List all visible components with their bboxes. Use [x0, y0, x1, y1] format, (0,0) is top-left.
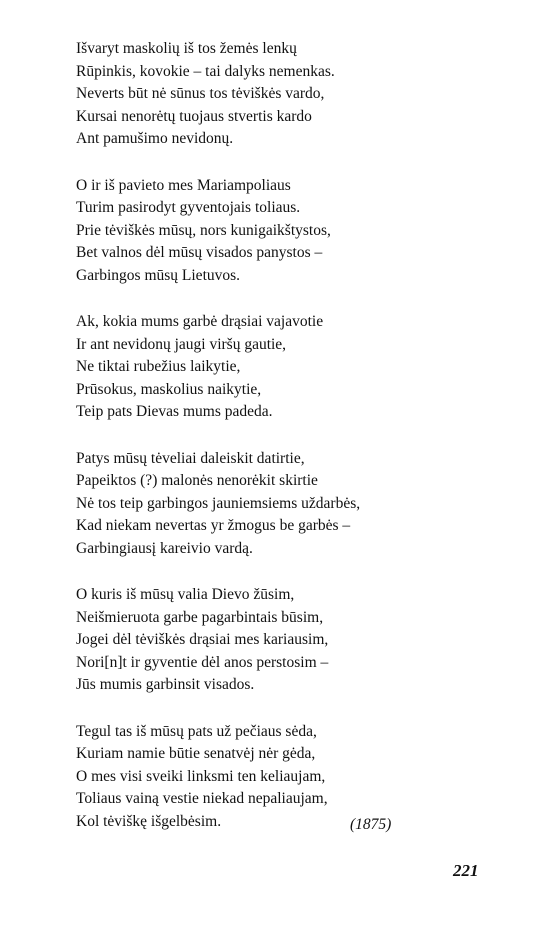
- poem-line: Kad niekam nevertas yr žmogus be garbės –: [76, 517, 351, 534]
- stanza-2: [76, 175, 516, 288]
- poem-line: Neišmieruota garbe pagarbintais būsim,: [76, 608, 324, 626]
- poem-line: Jogei dėl tėviškės drąsiai mes kariausim,: [76, 631, 329, 648]
- poem-line: Prūsokus, maskolius naikytie,: [76, 380, 262, 398]
- poem-line: Bet valnos dėl mūsų visados panystos –: [76, 244, 323, 261]
- poem-line: Kol tėviškę išgelbėsim.: [76, 812, 222, 830]
- poem-line: O mes visi sveiki linksmi ten keliaujam,: [76, 767, 326, 785]
- poem-line: Garbingos mūsų Lietuvos.: [76, 266, 241, 284]
- poem-line: Kuriam namie būtie senatvėj nėr gėda,: [76, 745, 316, 762]
- poem-line: Papeiktos (?) malonės nenorėkit skirtie: [76, 472, 318, 489]
- poem-line: Nė tos teip garbingos jauniemsiems uždarbės,: [76, 494, 361, 512]
- poem-line: Ne tiktai rubežius laikytie,: [76, 358, 241, 375]
- stanza-3: [76, 311, 516, 424]
- poem-line: Garbingiausį kareivio vardą.: [76, 539, 253, 557]
- poem-line: Patys mūsų tėveliai daleiskit datirtie,: [76, 449, 305, 467]
- poem-line: Teip pats Dievas mums padeda.: [76, 403, 273, 420]
- stanza-5: [76, 584, 516, 697]
- stanza-4: [76, 448, 516, 561]
- poem-line: Turim pasirodyt gyventojais toliaus.: [76, 199, 301, 216]
- poem-line: Nori[n]t ir gyventie dėl anos perstosim –: [76, 653, 329, 671]
- poem-line: Išvaryt maskolių iš tos žemės lenkų: [76, 40, 297, 57]
- poem: [76, 38, 516, 857]
- poem-line: Jūs mumis garbinsit visados.: [76, 676, 255, 693]
- page-number: 221: [453, 861, 479, 880]
- poem-line: Ir ant nevidonų jaugi viršų gautie,: [76, 335, 287, 353]
- stanza-1: [76, 38, 516, 151]
- poem-line: Neverts būt nė sūnus tos tėviškės vardo,: [76, 85, 325, 102]
- poem-line: O kuris iš mūsų valia Dievo žūsim,: [76, 586, 295, 603]
- stanza-6: [76, 721, 516, 834]
- poem-line: Ak, kokia mums garbė drąsiai vajavotie: [76, 313, 324, 330]
- poem-date: (1875): [350, 816, 392, 833]
- poem-line: Rūpinkis, kovokie – tai dalyks nemenkas.: [76, 62, 335, 80]
- poem-line: Tegul tas iš mūsų pats už pečiaus sėda,: [76, 722, 317, 740]
- poem-line: Prie tėviškės mūsų, nors kunigaikštystos,: [76, 221, 331, 239]
- poem-line: O ir iš pavieto mes Mariampoliaus: [76, 176, 291, 194]
- poem-line: Kursai nenorėtų tuojaus stvertis kardo: [76, 107, 312, 125]
- poem-line: Toliaus vainą vestie niekad nepaliaujam,: [76, 790, 328, 807]
- poem-line: Ant pamušimo nevidonų.: [76, 130, 234, 147]
